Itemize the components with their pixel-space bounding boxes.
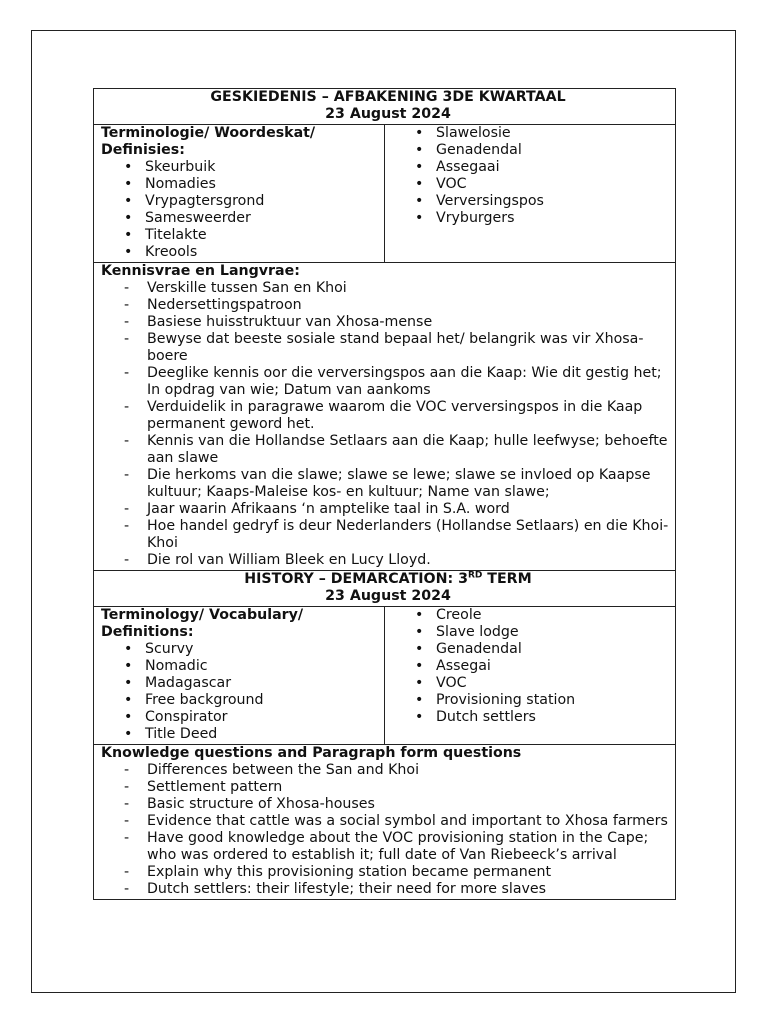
afrikaans-questions-list [101, 280, 675, 569]
list-item: - Explain why this provisioning station became permanent [124, 864, 675, 881]
list-item: - Die rol van William Bleek en Lucy Lloyd. [124, 552, 675, 569]
afrikaans-title: GESKIEDENIS – AFBAKENING 3DE KWARTAAL [210, 89, 566, 105]
list-item: - Jaar waarin Afrikaans ‘n amptelike taal in S.A. word [124, 501, 675, 518]
english-terms-right-cell [385, 607, 676, 745]
list-item: - Basiese huisstruktuur van Xhosa-mense [124, 314, 675, 331]
list-item: - Die herkoms van die slawe; slawe se lewe; slawe se invloed op Kaapse kultuur; Kaaps-Maleise kos- en kultuur; Name van slawe; [124, 467, 675, 501]
list-item: • Madagascar [120, 675, 384, 692]
english-questions-cell [94, 745, 676, 900]
afrikaans-date: 23 August 2024 [325, 106, 451, 122]
list-item: • Scurvy [120, 641, 384, 658]
list-item: - Nedersettingspatroon [124, 297, 675, 314]
list-item: - Verduidelik in paragrawe waarom die VOC verversingspos in die Kaap permanent geword het. [124, 399, 675, 433]
afrikaans-questions-cell [94, 263, 676, 571]
english-title-main: HISTORY – DEMARCATION: 3 [244, 571, 468, 587]
list-item: • Genadendal [411, 142, 675, 159]
list-item: - Bewyse dat beeste sosiale stand bepaal het/ belangrik was vir Xhosa-boere [124, 331, 675, 365]
afrikaans-questions-heading: Kennisvrae en Langvrae: [101, 263, 300, 279]
list-item: • Titelakte [120, 227, 384, 244]
list-item: • Slave lodge [411, 624, 675, 641]
list-item: • VOC [411, 675, 675, 692]
english-terms-left-cell [94, 607, 385, 745]
list-item: • Skeurbuik [120, 159, 384, 176]
afrikaans-questions-row [94, 263, 676, 571]
afrikaans-terms-right-cell [385, 125, 676, 263]
demarcation-table [93, 88, 676, 900]
afrikaans-terms-left-list [101, 159, 384, 261]
afrikaans-terms-heading-2: Definisies: [101, 142, 185, 158]
afrikaans-terms-left-cell [94, 125, 385, 263]
list-item: • Genadendal [411, 641, 675, 658]
list-item: • Slawelosie [411, 125, 675, 142]
english-title [101, 571, 675, 588]
list-item: • Title Deed [120, 726, 384, 743]
list-item: • Assegai [411, 658, 675, 675]
afrikaans-title-row [94, 89, 676, 125]
english-questions-row [94, 745, 676, 900]
english-questions-list [101, 762, 675, 898]
afrikaans-terms-right-list [392, 125, 675, 227]
list-item: • Vrypagtersgrond [120, 193, 384, 210]
english-title-term: TERM [482, 571, 532, 587]
list-item: • Nomadies [120, 176, 384, 193]
list-item: - Basic structure of Xhosa-houses [124, 796, 675, 813]
list-item: • Samesweerder [120, 210, 384, 227]
list-item: - Dutch settlers: their lifestyle; their need for more slaves [124, 881, 675, 898]
list-item: - Hoe handel gedryf is deur Nederlanders (Hollandse Setlaars) en die Khoi-Khoi [124, 518, 675, 552]
english-terms-left-list [101, 641, 384, 743]
afrikaans-terms-row [94, 125, 676, 263]
list-item: - Differences between the San and Khoi [124, 762, 675, 779]
afrikaans-title-cell [94, 89, 676, 125]
list-item: - Evidence that cattle was a social symbol and important to Xhosa farmers [124, 813, 675, 830]
list-item: • Assegaai [411, 159, 675, 176]
list-item: • VOC [411, 176, 675, 193]
list-item: • Provisioning station [411, 692, 675, 709]
list-item: - Have good knowledge about the VOC provisioning station in the Cape; who was ordered to establish it; full date of Van Riebeeck’s arrival [124, 830, 675, 864]
list-item: - Settlement pattern [124, 779, 675, 796]
list-item: • Dutch settlers [411, 709, 675, 726]
list-item: • Conspirator [120, 709, 384, 726]
english-terms-right-list [392, 607, 675, 726]
afrikaans-terms-heading-1: Terminologie/ Woordeskat/ [101, 125, 316, 141]
list-item: - Kennis van die Hollandse Setlaars aan die Kaap; hulle leefwyse; behoefte aan slawe [124, 433, 675, 467]
english-questions-heading: Knowledge questions and Paragraph form questions [101, 745, 522, 761]
english-terms-heading-2: Definitions: [101, 624, 194, 640]
list-item: • Free background [120, 692, 384, 709]
list-item: - Verskille tussen San en Khoi [124, 280, 675, 297]
list-item: • Verversingspos [411, 193, 675, 210]
english-terms-heading-1: Terminology/ Vocabulary/ [101, 607, 304, 623]
list-item: - Deeglike kennis oor die verversingspos aan die Kaap: Wie dit gestig het; In opdrag van wie; Datum van aankoms [124, 365, 675, 399]
list-item: • Creole [411, 607, 675, 624]
list-item: • Nomadic [120, 658, 384, 675]
list-item: • Vryburgers [411, 210, 675, 227]
english-title-row [94, 571, 676, 607]
list-item: • Kreools [120, 244, 384, 261]
english-terms-row [94, 607, 676, 745]
english-title-sup: RD [467, 570, 483, 581]
english-date: 23 August 2024 [325, 588, 451, 604]
english-title-cell [94, 571, 676, 607]
